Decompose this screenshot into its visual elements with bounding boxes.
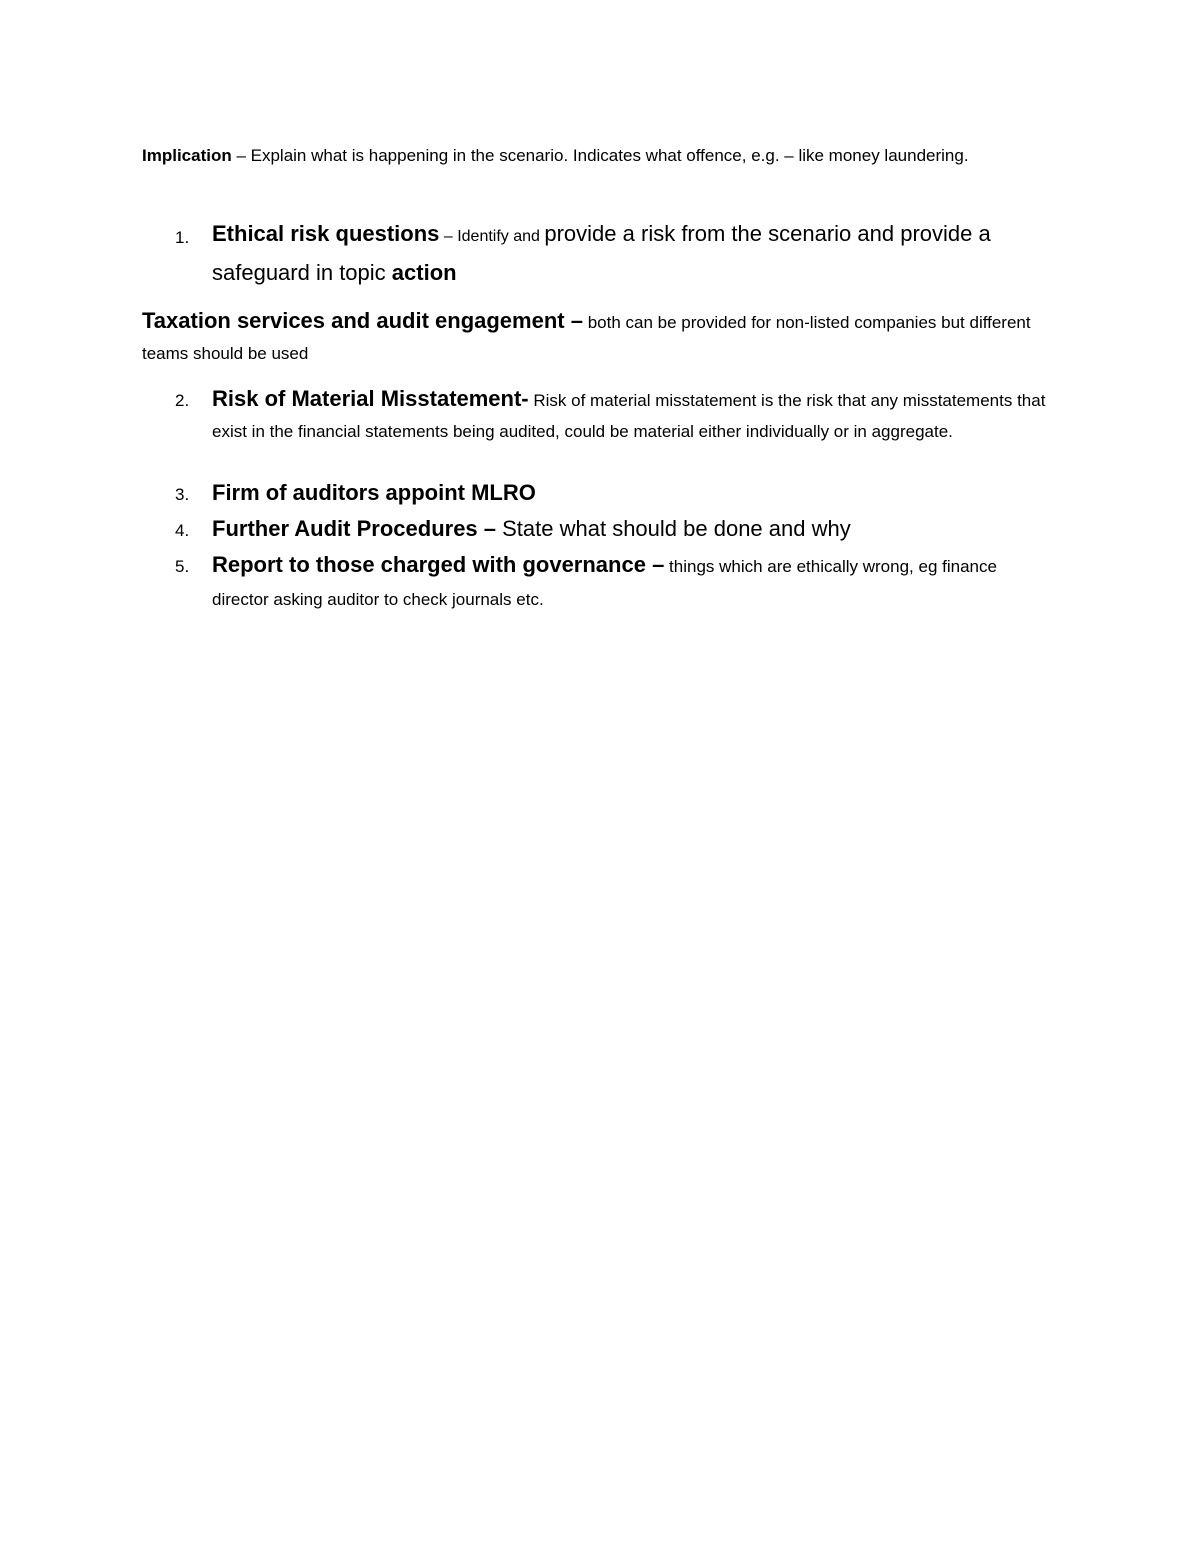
list-number: 5. — [175, 557, 190, 576]
list-item-ethical-risk — [175, 216, 1052, 294]
implication-text: – Explain what is happening in the scenario. Indicates what offence, e.g. – like money laundering. — [231, 146, 969, 165]
list-item-appoint-mlro — [175, 477, 1052, 512]
item-dash: – — [439, 228, 458, 245]
taxation-text: both can be provided for non-listed companies but different teams should be used — [142, 313, 1031, 363]
list-item-risk-material-misstatement — [175, 384, 1052, 448]
list-number: 2. — [175, 391, 190, 410]
implication-term: Implication — [142, 146, 232, 165]
item-heading: Firm of auditors appoint MLRO — [212, 480, 536, 505]
item-heading: Risk of Material Misstatement- — [212, 386, 529, 411]
item-small-text: Identify and — [457, 228, 545, 245]
taxation-paragraph — [142, 305, 1057, 369]
item-heading: Ethical risk questions — [212, 221, 440, 246]
item-large-bold-tail: action — [391, 260, 457, 285]
list-number: 4. — [175, 521, 190, 540]
item-text: things which are ethically wrong, eg finance director asking auditor to check journals etc. — [212, 557, 997, 609]
list-item-report-governance — [175, 549, 1052, 617]
implication-paragraph — [142, 141, 1052, 170]
item-large-text: provide a risk from the scenario and provide a safeguard in topic — [212, 221, 991, 285]
item-heading: Report to those charged with governance – — [212, 552, 665, 577]
list-number: 3. — [175, 485, 190, 504]
item-text: Risk of material misstatement is the risk that any misstatements that exist in the financial statements being audited, could be material either individually or in aggregate. — [212, 391, 1046, 441]
list-item-further-audit-procedures — [175, 513, 1052, 548]
list-number: 1. — [175, 228, 190, 247]
taxation-heading: Taxation services and audit engagement – — [142, 308, 583, 333]
item-text: State what should be done and why — [496, 516, 851, 541]
item-heading: Further Audit Procedures – — [212, 516, 497, 541]
